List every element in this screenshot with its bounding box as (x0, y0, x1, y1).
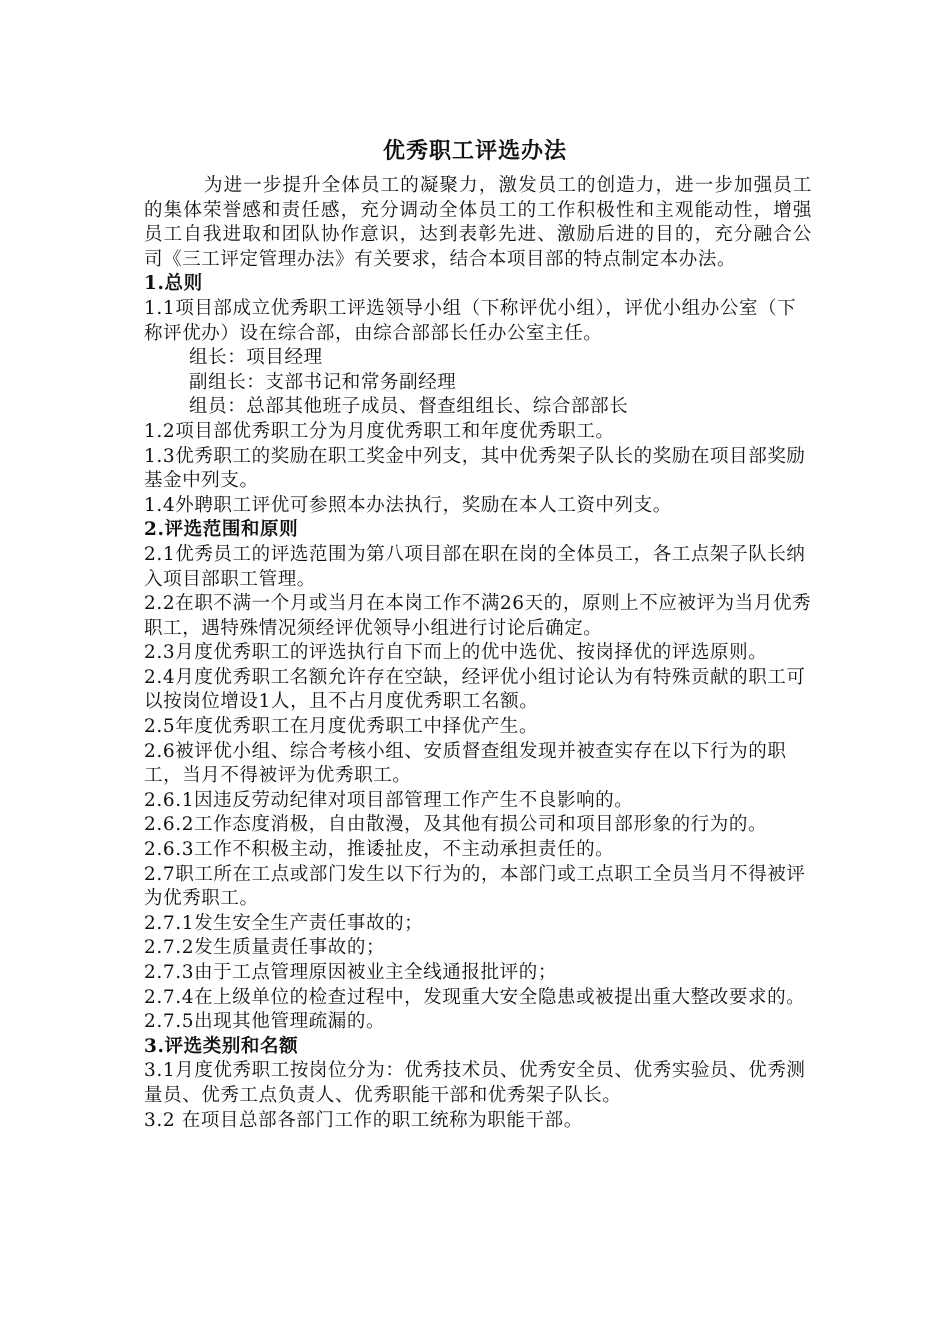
clause-2-6: 2.6被评优小组、综合考核小组、安质督查组发现并被查实存在以下行为的职工，当月不得被评为优秀职工。 (144, 740, 787, 787)
clause-2-7-3: 2.7.3由于工点管理原因被业主全线通报批评的； (144, 962, 557, 983)
document-body (144, 174, 812, 1133)
clause-2-5: 2.5年度优秀职工在月度优秀职工中择优产生。 (144, 716, 539, 738)
clause-2-6-3: 2.6.3工作不积极主动，推诿扯皮，不主动承担责任的。 (144, 839, 615, 861)
clause-1-1: 1.1项目部成立优秀职工评选领导小组（下称评优小组），评优小组办公室（下称评优办）设在综合部，由综合部部长任办公室主任。 (144, 297, 797, 344)
section-heading-general: 1.总则 (144, 273, 203, 295)
clause-2-2: 2.2在职不满一个月或当月在本岗工作不满26天的，原则上不应被评为当月优秀职工，遇特殊情况须经评优领导小组进行讨论后确定。 (144, 593, 812, 639)
clause-2-4: 2.4月度优秀职工名额允许存在空缺，经评优小组讨论认为有特殊贡献的职工可以按岗位增设1人，且不占月度优秀职工名额。 (144, 666, 806, 713)
intro-paragraph: 为进一步提升全体员工的凝聚力，激发员工的创造力，进一步加强员工的集体荣誉感和责任感，充分调动全体员工的工作积极性和主观能动性，增强员工自我进取和团队协作意识，达到表彰先进、激励后进的目的，充分融合公司《三工评定管理办法》有关要求，结合本项目部的特点制定本办法。 (144, 175, 812, 270)
clause-2-7-1: 2.7.1发生安全生产责任事故的； (144, 912, 424, 934)
clause-2-3: 2.3月度优秀职工的评选执行自下而上的优中选优、按岗择优的评选原则。 (144, 642, 768, 664)
deputy-leader-line: 副组长：支部书记和常务副经理 (189, 371, 457, 393)
clause-1-4: 1.4外聘职工评优可参照本办法执行，奖励在本人工资中列支。 (144, 494, 672, 516)
clause-2-6-2: 2.6.2工作态度消极，自由散漫，及其他有损公司和项目部形象的行为的。 (144, 814, 768, 836)
clause-2-7-4: 2.7.4在上级单位的检查过程中，发现重大安全隐患或被提出重大整改要求的。 (144, 986, 806, 1008)
clause-1-3: 1.3优秀职工的奖励在职工奖金中列支，其中优秀架子队长的奖励在项目部奖励基金中列支。 (144, 445, 806, 492)
clause-3-1: 3.1月度优秀职工按岗位分为：优秀技术员、优秀安全员、优秀实验员、优秀测量员、优秀工点负责人、优秀职能干部和优秀架子队长。 (144, 1060, 806, 1106)
clause-2-6-1: 2.6.1因违反劳动纪律对项目部管理工作产生不良影响的。 (144, 789, 634, 811)
clause-2-7-2: 2.7.2发生质量责任事故的； (144, 937, 386, 959)
leader-line: 组长：项目经理 (189, 347, 323, 369)
clause-2-1: 2.1优秀员工的评选范围为第八项目部在职在岗的全体员工，各工点架子队长纳入项目部职工管理。 (144, 543, 806, 590)
section-heading-categories: 3.评选类别和名额 (144, 1035, 299, 1057)
clause-1-2: 1.2项目部优秀职工分为月度优秀职工和年度优秀职工。 (144, 420, 615, 442)
document-title: 优秀职工评选办法 (382, 138, 567, 164)
clause-2-7-5: 2.7.5出现其他管理疏漏的。 (144, 1011, 386, 1033)
clause-3-2: 3.2 在项目总部各部门工作的职工统称为职能干部。 (144, 1109, 583, 1131)
section-heading-scope: 2.评选范围和原则 (144, 519, 299, 541)
clause-2-7: 2.7职工所在工点或部门发生以下行为的，本部门或工点职工全员当月不得被评为优秀职工。 (144, 863, 806, 910)
members-line: 组员：总部其他班子成员、督查组组长、综合部部长 (189, 396, 629, 418)
